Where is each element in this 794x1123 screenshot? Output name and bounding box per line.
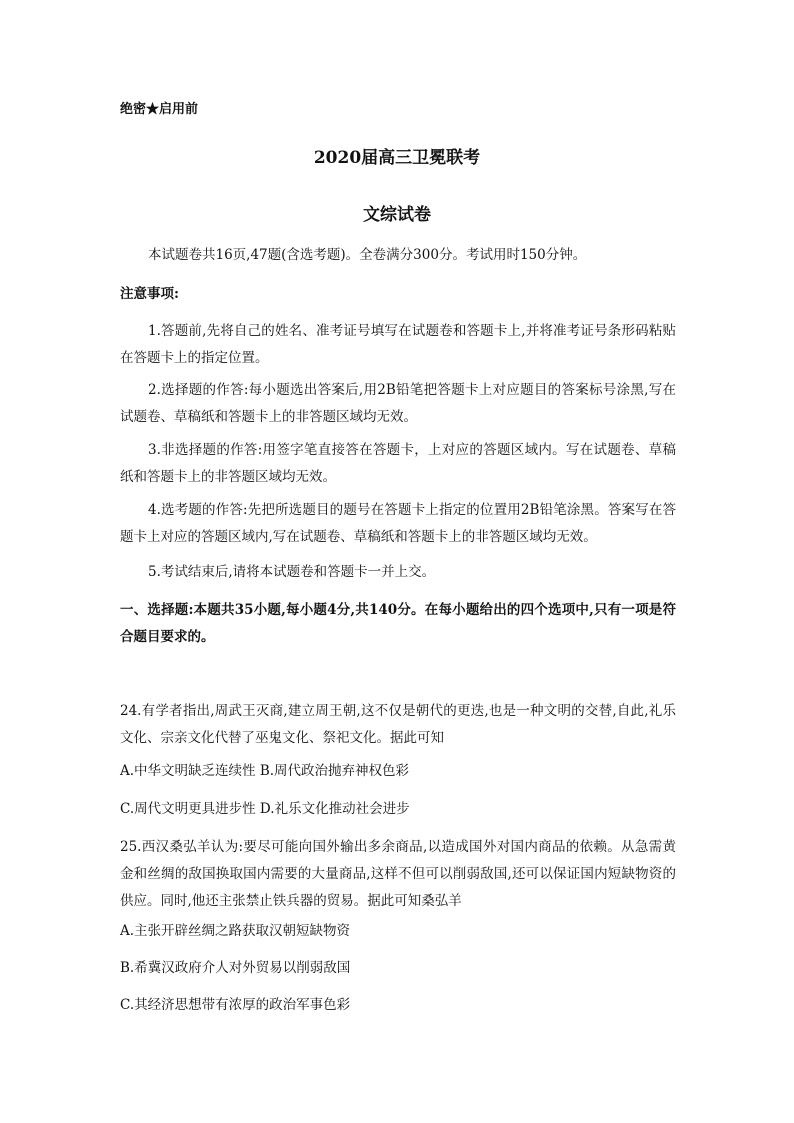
question-24-stem: 24.有学者指出,周武王灭商,建立周王朝,这不仅是朝代的更迭,也是一种文明的交替,自此,礼乐文化、宗亲文化代替了巫鬼文化、祭祀文化。据此可知 xyxy=(120,703,676,746)
question-25-option-a: A.主张开辟丝绸之路获取汉朝短缺物资 xyxy=(120,923,351,939)
notice-item-5: 5.考试结束后,请将本试题卷和答题卡一并上交。 xyxy=(148,564,436,580)
section-heading: 一、选择题:本题共35小题,每小题4分,共140分。在每小题给出的四个选项中,只有一项是符合题目要求的。 xyxy=(120,602,676,645)
subject-title: 文综试卷 xyxy=(363,205,431,225)
question-25-stem: 25.西汉桑弘羊认为:要尽可能向国外输出多余商品,以造成国外对国内商品的依赖。从急需黄金和丝绸的敌国换取国内需要的大量商品,这样不但可以削弱敌国,还可以保证国内短缺物资的供应。同时,他还主张禁止铁兵器的贸易。据此可知桑弘羊 xyxy=(120,839,676,909)
notice-item-2: 2.选择题的作答:每小题选出答案后,用2B铅笔把答题卡上对应题目的答案标号涂黑,写在试题卷、草稿纸和答题卡上的非答题区域均无效。 xyxy=(120,382,676,425)
question-24-options-cd: C.周代文明更具进步性 D.礼乐文化推动社会进步 xyxy=(120,801,410,817)
notice-item-1: 1.答题前,先将自己的姓名、准考证号填写在试题卷和答题卡上,并将准考证号条形码粘贴在答题卡上的指定位置。 xyxy=(120,323,676,366)
notice-heading: 注意事项: xyxy=(120,286,179,302)
notice-item-4: 4.选考题的作答:先把所选题目的题号在答题卡上指定的位置用2B铅笔涂黑。答案写在答题卡上对应的答题区域内,写在试题卷、草稿纸和答题卡上的非答题区域均无效。 xyxy=(120,502,676,545)
question-25-option-b: B.希冀汉政府介人对外贸易以削弱敌国 xyxy=(120,960,351,976)
question-24-options-ab: A.中华文明缺乏连续性 B.周代政治抛弃神权色彩 xyxy=(120,763,410,779)
notice-item-3: 3.非选择题的作答:用签字笔直接答在答题卡，上对应的答题区域内。写在试题卷、草稿纸和答题卡上的非答题区域均无效。 xyxy=(120,442,676,485)
exam-intro: 本试题卷共16页,47题(含选考题)。全卷满分300分。考试用时150分钟。 xyxy=(148,247,587,263)
question-25-option-c: C.其经济思想带有浓厚的政治军事色彩 xyxy=(120,997,351,1013)
exam-title: 2020届高三卫冕联考 xyxy=(313,148,481,168)
secret-mark: 绝密★启用前 xyxy=(120,102,199,117)
